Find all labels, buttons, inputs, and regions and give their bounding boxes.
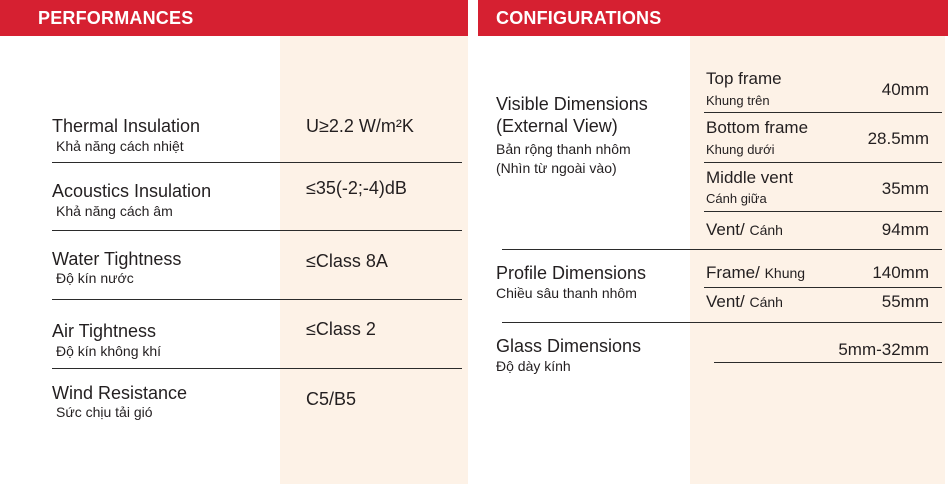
perf-row-value: U≥2.2 W/m²K [306,116,414,136]
config-item-name-vi: Cánh [749,222,783,238]
config-item-value: 28.5mm [867,129,929,148]
config-visible-label-2: (External View) [496,116,618,136]
divider [52,162,462,163]
config-item-name: Middle vent [706,168,793,187]
config-glass-value: 5mm-32mm [838,340,929,359]
perf-row-sublabel: Khả năng cách nhiệt [56,138,184,154]
divider [704,287,942,288]
config-item-value: 140mm [872,263,929,282]
config-item-name-en: Frame/ [706,263,760,282]
config-item-name-vi: Khung [764,265,806,281]
config-item-sub: Khung dưới [706,142,775,157]
config-item-name [706,220,783,240]
divider [502,322,942,323]
config-item-name-en: Vent/ [706,220,745,239]
perf-row-sublabel: Khả năng cách âm [56,203,173,219]
divider [714,362,942,363]
divider [704,211,942,212]
perf-row-sublabel: Sức chịu tải gió [56,404,153,420]
configurations-title: CONFIGURATIONS [496,8,662,28]
config-visible-sublabel: Bản rộng thanh nhôm [496,141,631,157]
config-item-value: 35mm [881,179,929,198]
perf-row-label: Water Tightness [52,249,182,269]
config-item-value: 55mm [881,292,929,311]
config-profile-sublabel: Chiều sâu thanh nhôm [496,285,637,301]
config-visible-label: Visible Dimensions [496,94,648,114]
config-item-value: 94mm [881,220,929,239]
perf-row-value: ≤35(-2;-4)dB [306,178,407,198]
perf-row-sublabel: Độ kín nước [56,270,134,286]
divider [704,162,942,163]
config-glass-sublabel: Độ dày kính [496,358,571,374]
config-profile-label: Profile Dimensions [496,263,647,283]
divider [52,230,462,231]
config-item-name-vi: Cánh [749,294,783,310]
divider [704,112,942,113]
config-item-name-en: Vent/ [706,292,745,311]
divider [52,368,462,369]
config-item-name [706,292,783,312]
divider [502,249,942,250]
config-item-name: Top frame [706,69,782,88]
config-item-value: 40mm [881,80,929,99]
performances-title: PERFORMANCES [38,8,194,28]
config-item-name: Bottom frame [706,118,809,137]
perf-row-value: ≤Class 8A [306,251,388,271]
perf-row-value: ≤Class 2 [306,319,376,339]
config-item-sub: Cánh giữa [706,191,767,206]
perf-row-label: Thermal Insulation [52,116,201,136]
perf-row-label: Wind Resistance [52,383,188,403]
perf-row-value: C5/B5 [306,389,357,409]
config-item-sub: Khung trên [706,93,770,108]
perf-row-sublabel: Độ kín không khí [56,343,162,359]
perf-row-label: Air Tightness [52,321,157,341]
perf-row-label: Acoustics Insulation [52,181,212,201]
config-glass-label: Glass Dimensions [496,336,642,356]
config-item-name [706,263,805,283]
divider [52,299,462,300]
config-visible-sublabel-2: (Nhìn từ ngoài vào) [496,160,617,176]
